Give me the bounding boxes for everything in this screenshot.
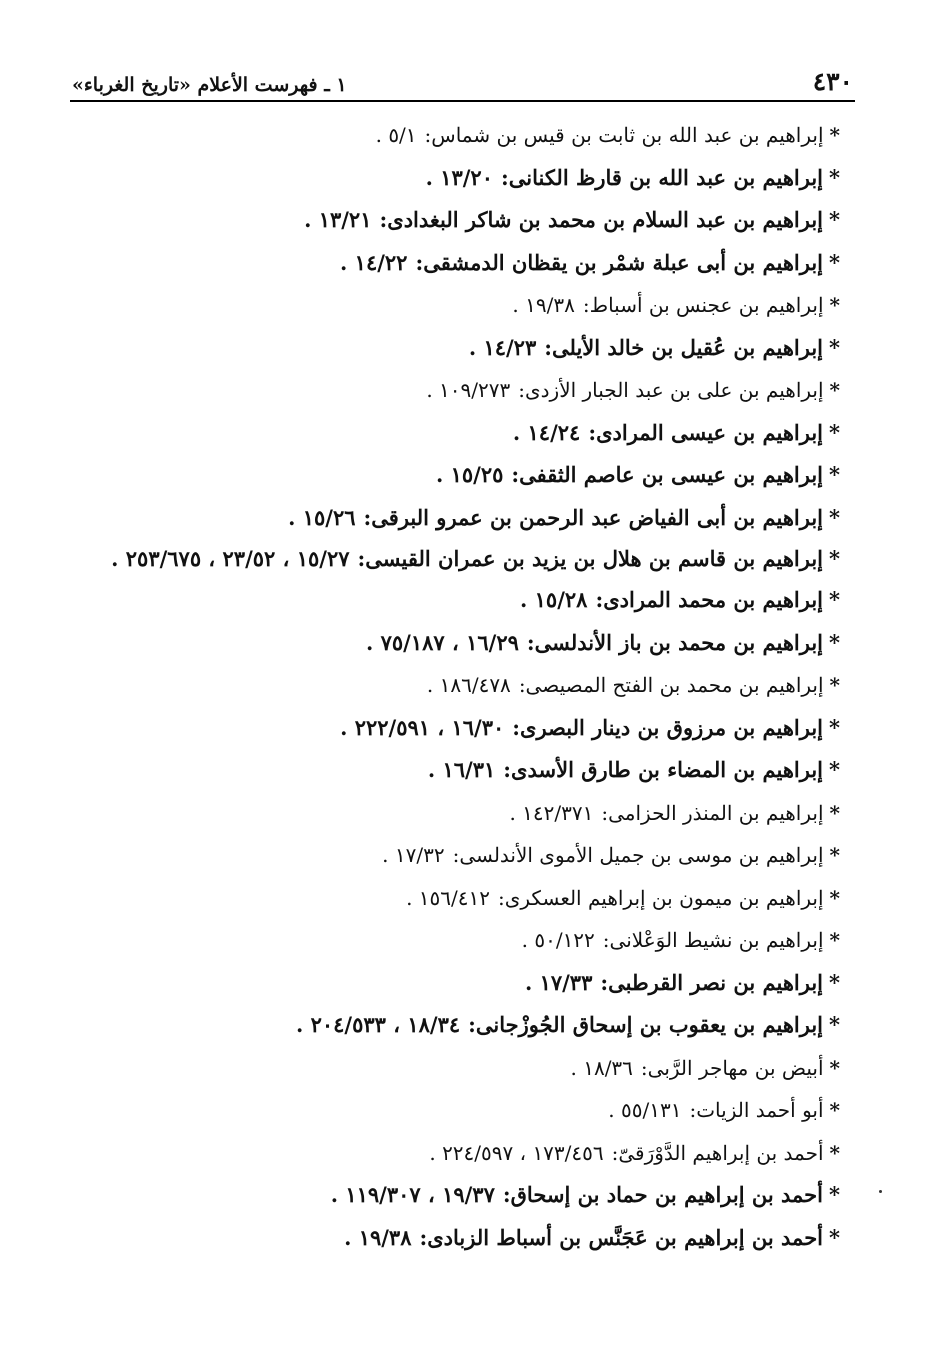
index-entry [100,114,840,157]
asterisk-icon: * [829,1140,840,1165]
entry-reference: ١٩/٣٨ . [344,1224,412,1250]
asterisk-icon: * [829,123,840,147]
entry-reference: ١٥/٢٦ . [288,504,356,530]
entry-reference: ١٧/٣٢ . [382,843,445,867]
entry-name: إبراهيم بن المضاء بن طارق الأسدى: [503,757,824,782]
entry-name: إبراهيم بن عبد الله بن قارظ الكنانى: [501,164,824,190]
running-title: ١ ـ فهرست الأعلام «تاريخ الغرباء» [72,74,347,96]
index-entry [100,792,840,835]
index-entry [100,454,840,497]
asterisk-icon: * [829,1055,840,1080]
index-entry [100,1089,840,1132]
asterisk-icon: * [829,504,840,530]
index-entry [100,369,840,412]
entry-name: أبيض بن مهاجر الرَّبى: [640,1055,824,1080]
entry-name: أحمد بن إبراهيم بن عَجَنَّس بن أسباط الزبادى: [419,1224,824,1250]
asterisk-icon: * [829,800,840,825]
asterisk-icon: * [829,419,840,445]
asterisk-icon: * [829,1224,840,1250]
entry-name: إبراهيم بن موسى بن جميل الأموى الأندلسى: [452,843,824,867]
index-entry [100,497,840,540]
entry-reference: ١٨/٣٤ ، ٢٠٤/٥٣٣ . [295,1012,461,1037]
asterisk-icon: * [829,207,840,232]
asterisk-icon: * [829,462,840,487]
entry-reference: ١٨/٣٦ . [570,1055,633,1080]
header-rule [70,100,855,102]
asterisk-icon: * [829,969,840,995]
entry-reference: ١٧٣/٤٥٦ ، ٢٢٤/٥٩٧ . [429,1140,604,1165]
asterisk-icon: * [829,546,840,571]
entry-reference: ١٦/٣٠ ، ٢٢٢/٥٩١ . [340,714,505,740]
entry-reference: ١٣/٢١ . [304,207,372,232]
entry-name: أحمد بن إبراهيم الدَّوْرَقىّ: [611,1140,824,1165]
entry-name: إبراهيم بن نشيط الوَعْلانى: [602,928,824,952]
entry-reference: ١٤/٢٢ . [340,249,408,275]
index-entry [100,1004,840,1047]
index-entry [100,1217,840,1260]
entry-name: إبراهيم بن أبى الفياض عبد الرحمن بن عمرو البرقى: [363,504,824,530]
entry-name: إبراهيم بن عجنس بن أسباط: [582,293,824,317]
index-entry [100,157,840,200]
index-entry [100,877,840,920]
entry-name: إبراهيم بن محمد بن باز الأندلسى: [526,629,824,655]
index-entry [100,242,840,285]
entry-reference: ١٩/٣٨ . [512,293,575,317]
entry-reference: ١٩/٣٧ ، ١١٩/٣٠٧ . [330,1182,495,1207]
entry-reference: ١٧/٣٣ . [524,969,593,995]
entry-name: إبراهيم بن عيسى بن عاصم الثقفى: [511,462,824,487]
entry-name: إبراهيم بن قاسم بن هلال بن يزيد بن عمران القيسى: [357,546,824,571]
index-entry [100,749,840,792]
scan-speck [879,1190,882,1193]
entry-name: إبراهيم بن على بن عبد الجبار الأزدى: [518,378,824,402]
entry-reference: ٥٠/١٢٢ . [521,928,595,952]
index-entry [100,664,840,707]
index-entry [100,412,840,455]
entry-name: إبراهيم بن ميمون بن إبراهيم العسكرى: [498,885,824,910]
index-entry [100,707,840,750]
entry-name: إبراهيم بن محمد المرادى: [595,587,824,612]
entry-name: إبراهيم بن عيسى المرادى: [588,419,824,445]
index-entry [100,962,840,1005]
asterisk-icon: * [829,928,840,952]
asterisk-icon: * [829,378,840,402]
asterisk-icon: * [829,714,840,740]
entry-name: إبراهيم بن المنذر الحزامى: [601,800,824,825]
index-entry [100,1174,840,1217]
entry-reference: ١٤٢/٣٧١ . [509,800,594,825]
entry-reference: ١٥/٢٥ . [435,462,504,487]
entry-name: إبراهيم بن عُقيل بن خالد الأيلى: [544,334,824,360]
entry-reference: ١٠٩/٢٧٣ . [426,378,511,402]
index-entry [100,539,840,579]
index-entry [100,1132,840,1175]
entry-reference: ١٦/٣١ . [427,757,496,782]
entry-name: إبراهيم بن عبد السلام بن محمد بن شاكر البغدادى: [379,207,824,232]
asterisk-icon: * [829,885,840,910]
index-entry [100,834,840,877]
index-entries [100,114,840,1259]
asterisk-icon: * [829,293,840,317]
index-entry [100,199,840,242]
page-header [70,62,855,100]
page-number: ٤٣٠ [812,67,853,96]
index-entry [100,579,840,622]
entry-reference: ٥٥/١٣١ . [608,1098,682,1122]
entry-reference: ١٥/٢٧ ، ٢٣/٥٢ ، ٢٥٣/٦٧٥ . [111,546,350,571]
asterisk-icon: * [829,1012,840,1037]
entry-reference: ٥/١ . [375,123,417,147]
asterisk-icon: * [829,1182,840,1207]
asterisk-icon: * [829,164,840,190]
index-entry [100,622,840,665]
entry-reference: ١٣/٢٠ . [425,164,493,190]
asterisk-icon: * [829,1098,840,1122]
entry-reference: ١٤/٢٤ . [512,419,581,445]
index-entry [100,327,840,370]
entry-name: إبراهيم بن يعقوب بن إسحاق الجُوزْجانى: [468,1012,824,1037]
asterisk-icon: * [829,843,840,867]
asterisk-icon: * [829,334,840,360]
entry-reference: ١٥٦/٤١٢ . [406,885,490,910]
index-entry [100,919,840,962]
entry-name: إبراهيم بن محمد بن الفتح المصيصى: [518,673,824,697]
asterisk-icon: * [829,629,840,655]
index-entry [100,284,840,327]
asterisk-icon: * [829,757,840,782]
entry-reference: ١٥/٢٨ . [520,587,588,612]
entry-name: إبراهيم بن أبى عبلة شمْر بن يقظان الدمشقى: [415,249,824,275]
entry-name: أحمد بن إبراهيم بن حماد بن إسحاق: [502,1182,824,1207]
asterisk-icon: * [829,587,840,612]
entry-reference: ١٤/٢٣ . [468,334,537,360]
entry-name: أبو أحمد الزيات: [689,1098,824,1122]
entry-name: إبراهيم بن عبد الله بن ثابت بن قيس بن شماس: [424,123,824,147]
asterisk-icon: * [829,673,840,697]
entry-reference: ١٦/٢٩ ، ٧٥/١٨٧ . [365,629,519,655]
asterisk-icon: * [829,249,840,275]
entry-name: إبراهيم بن نصر القرطبى: [600,969,824,995]
entry-name: إبراهيم بن مرزوق بن دينار البصرى: [512,714,824,740]
entry-reference: ١٨٦/٤٧٨ . [426,673,511,697]
index-entry [100,1047,840,1090]
